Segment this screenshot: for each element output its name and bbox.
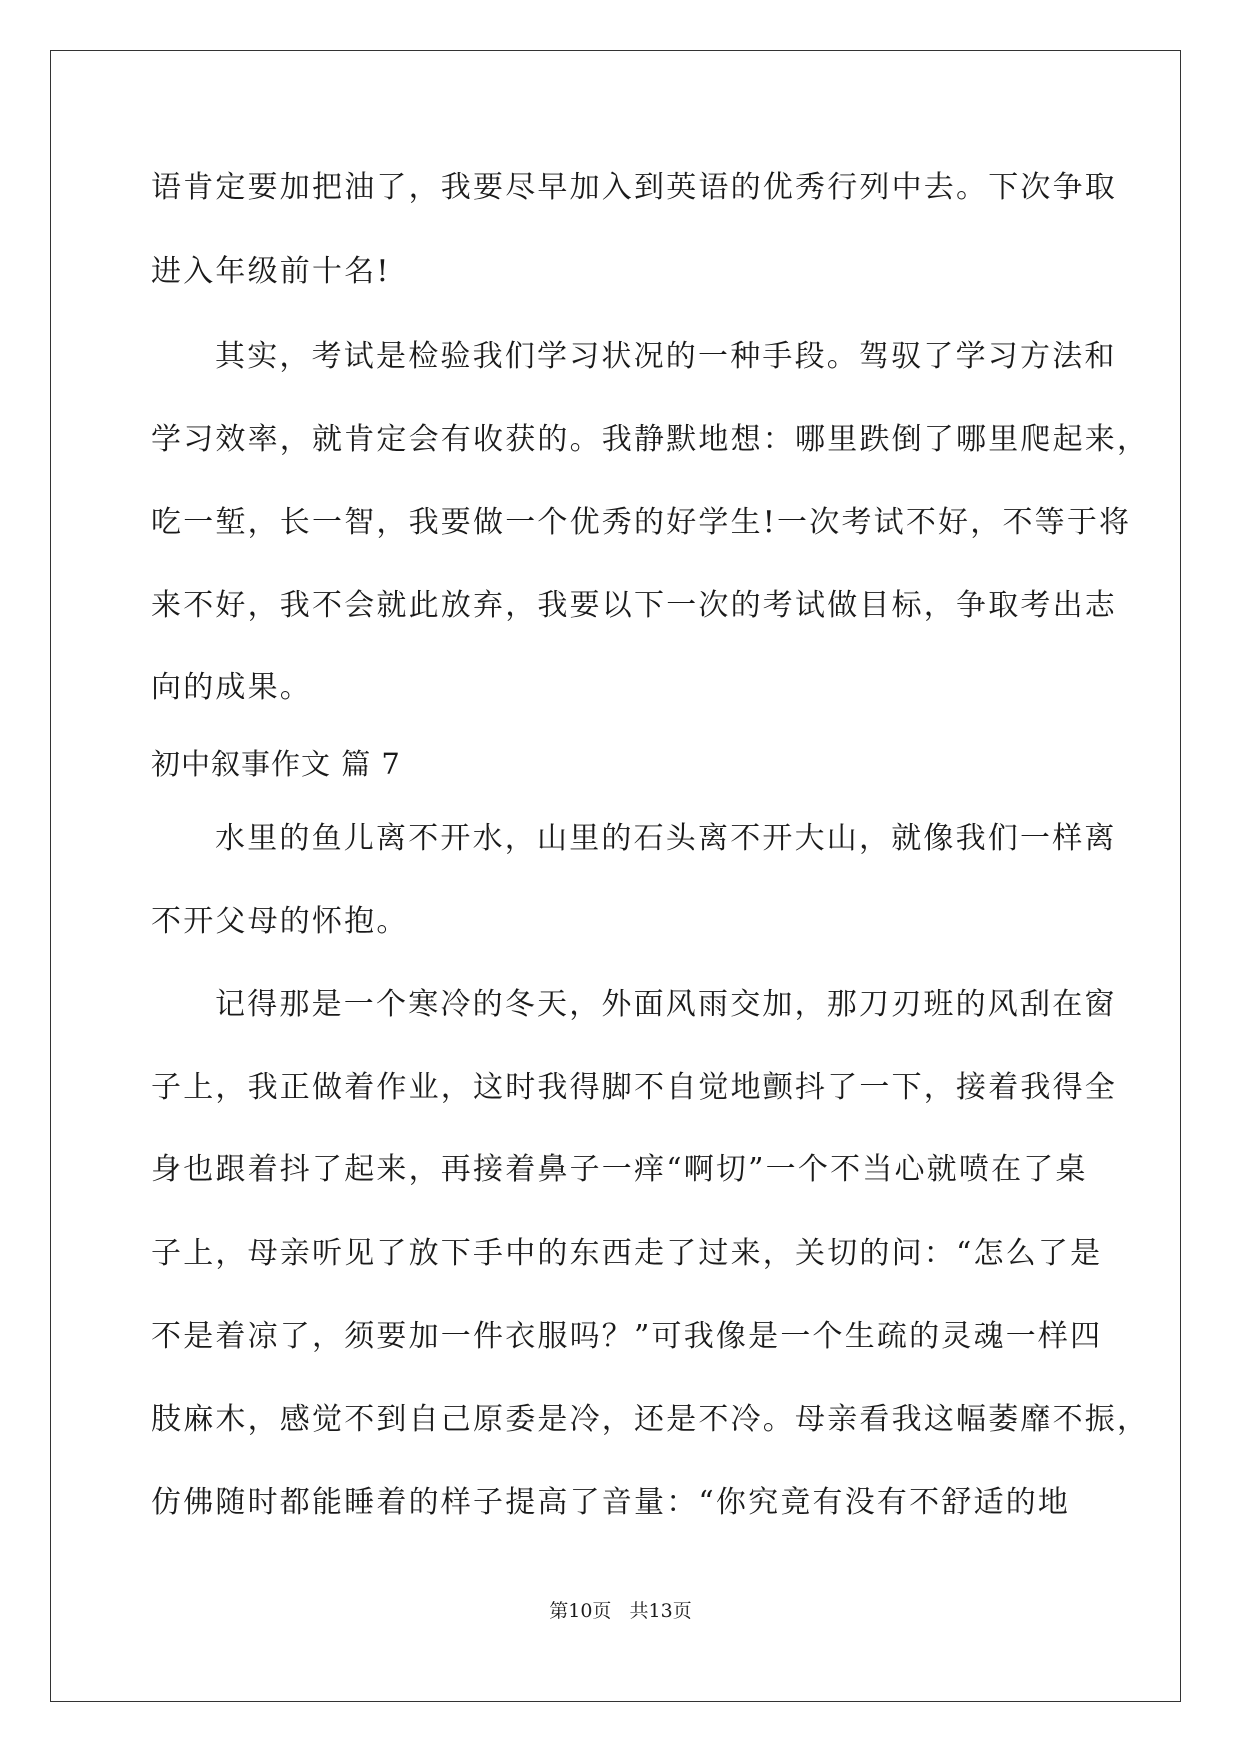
section-heading: 初中叙事作文 篇 7 [151, 747, 401, 781]
text-line: 仿佛随时都能睡着的样子提高了音量：“你究竟有没有不舒适的地 [151, 1485, 1071, 1520]
page-border [50, 50, 1181, 1702]
text-line: 子上，母亲听见了放下手中的东西走了过来，关切的问：“怎么了是 [151, 1236, 1103, 1271]
paragraph-start-line: 其实，考试是检验我们学习状况的一种手段。驾驭了学习方法和 [215, 339, 1117, 374]
paragraph-start-line: 记得那是一个寒冷的冬天，外面风雨交加，那刀刃班的风刮在窗 [215, 987, 1117, 1022]
text-line: 身也跟着抖了起来，再接着鼻子一痒“啊切”一个不当心就喷在了桌 [151, 1152, 1088, 1187]
paragraph-start-line: 水里的鱼儿离不开水，山里的石头离不开大山，就像我们一样离 [215, 821, 1117, 856]
page-number: 第10页 共13页 [549, 1600, 692, 1622]
text-line: 不是着凉了，须要加一件衣服吗？”可我像是一个生疏的灵魂一样四 [151, 1319, 1103, 1354]
text-line: 肢麻木，感觉不到自己原委是冷，还是不冷。母亲看我这幅萎靡不振， [151, 1402, 1150, 1437]
text-line: 学习效率，就肯定会有收获的。我静默地想：哪里跌倒了哪里爬起来， [151, 422, 1150, 457]
text-line: 进入年级前十名! [151, 254, 391, 289]
text-line: 吃一堑，长一智，我要做一个优秀的好学生!一次考试不好，不等于将 [151, 505, 1132, 540]
text-line: 语肯定要加把油了，我要尽早加入到英语的优秀行列中去。下次争取 [151, 170, 1117, 205]
text-line: 不开父母的怀抱。 [151, 904, 409, 939]
text-line: 子上，我正做着作业，这时我得脚不自觉地颤抖了一下，接着我得全 [151, 1070, 1117, 1105]
text-line: 向的成果。 [151, 670, 312, 705]
text-line: 来不好，我不会就此放弃，我要以下一次的考试做目标，争取考出志 [151, 588, 1117, 623]
